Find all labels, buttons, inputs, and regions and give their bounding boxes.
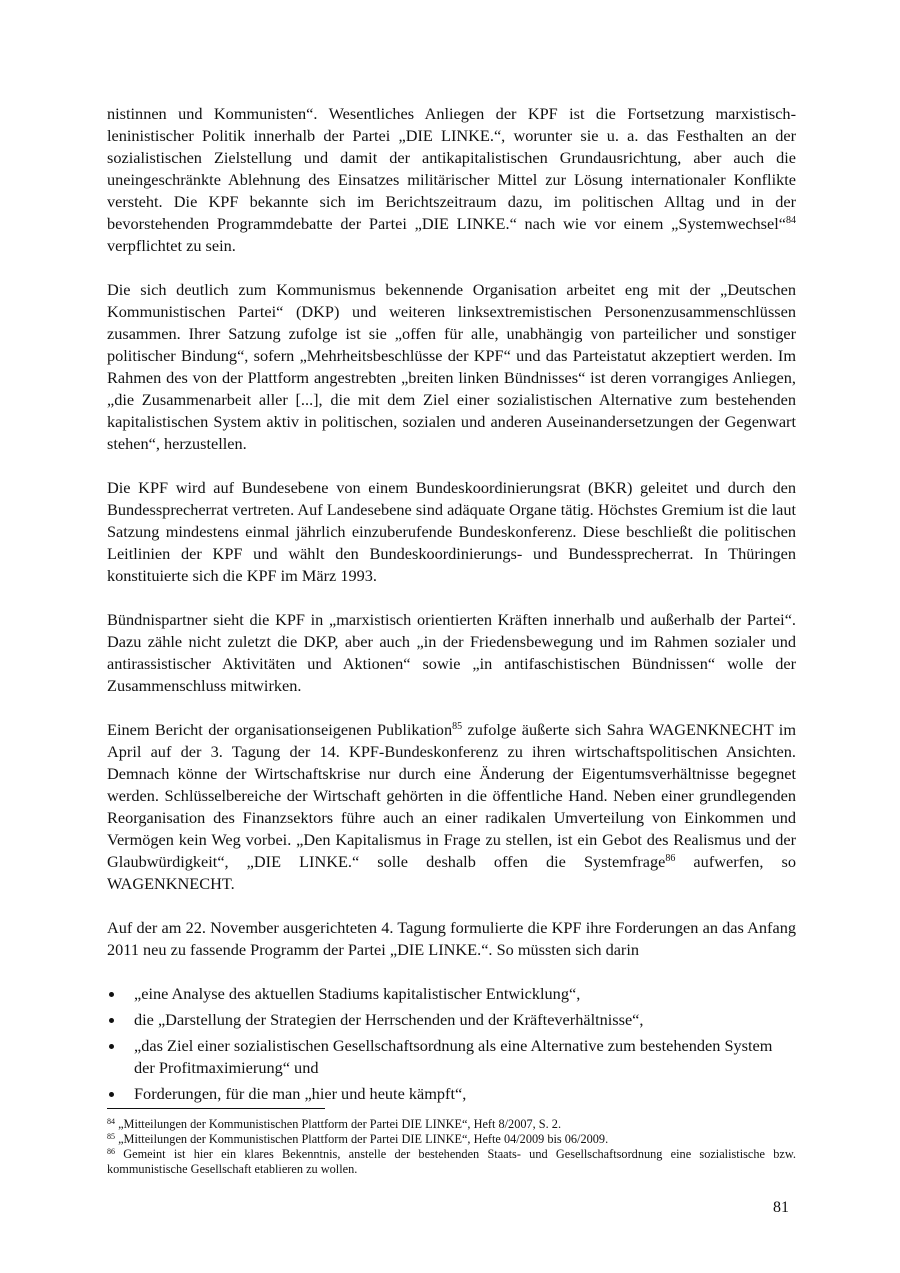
footnote-86: [107, 1147, 796, 1177]
bullet-icon: [109, 1092, 114, 1097]
bullet-icon: [109, 992, 114, 997]
bullet-icon: [109, 1044, 114, 1049]
paragraph-4: Bündnispartner sieht die KPF in „marxistisch orientierten Kräften innerhalb und außerhalb der Partei“. Dazu zähle nicht zuletzt die DKP, aber auch „in der Friedensbewegung und im Rahmen sozialer und antirassistischer Aktivitäten und Aktionen“ sowie „in antifaschistischen Bündnissen“ wolle der Zusammenschluss mitwirken.: [107, 610, 796, 695]
footnote-number: 86: [107, 1147, 115, 1156]
list-item-text: die „Darstellung der Strategien der Herrschenden und der Kräfteverhältnisse“,: [134, 1010, 644, 1029]
footnote-number: 85: [107, 1132, 115, 1141]
footnote-ref-84[interactable]: 84: [786, 215, 796, 226]
list-item: [107, 1083, 796, 1105]
paragraph-1-text-a: nistinnen und Kommunisten“. Wesentliches Anliegen der KPF ist die Fortsetzung marxistisch-leninistischer Politik innerhalb der Partei „DIE LINKE.“, worunter sie u. a. das Festhalten an der sozialistischen Zielstellung und damit der antikapitalistischen Grundausrichtung, aber auch die uneingeschränkte Ablehnung des Einsatzes militärischer Mittel zur Lösung internationaler Konflikte versteht. Die KPF bekannte sich im Berichtszeitraum dazu, im politischen Alltag und in der bevorstehenden Programmdebatte der Partei „DIE LINKE.“ nach wie vor einem „Systemwechsel“: [107, 104, 796, 233]
paragraph-3: Die KPF wird auf Bundesebene von einem Bundeskoordinierungsrat (BKR) geleitet und durch den Bundessprecherrat vertreten. Auf Landesebene sind adäquate Organe tätig. Höchstes Gremium ist die laut Satzung mindestens einmal jährlich einzuberufende Bundeskonferenz. Diese beschließt die politischen Leitlinien der KPF und wählt den Bundeskoordinierungs- und Bundessprecherrat. In Thüringen konstituierte sich die KPF im März 1993.: [107, 478, 796, 585]
paragraph-2: Die sich deutlich zum Kommunismus bekennende Organisation arbeitet eng mit der „Deutschen Kommunistischen Partei“ (DKP) und weiteren linksextremistischen Personenzusammenschlüssen zusammen. Ihrer Satzung zufolge ist sie „offen für alle, unabhängig von parteilicher und sonstiger politischer Bindung“, sofern „Mehrheitsbeschlüsse der KPF“ und das Parteistatut akzeptiert werden. Im Rahmen des von der Plattform angestrebten „breiten linken Bündnisses“ ist deren vorrangiges Anliegen, „die Zusammenarbeit aller [...], die mit dem Ziel einer sozialistischen Alternative zum bestehenden kapitalistischen System aktiv in politischen, sozialen und anderen Auseinandersetzungen der Gegenwart stehen“, herzustellen.: [107, 280, 796, 453]
paragraph-1: [107, 103, 796, 257]
list-item: [107, 1009, 796, 1031]
list-item: [107, 1035, 796, 1079]
bullet-list: [107, 983, 796, 1105]
footnote-text: „Mitteilungen der Kommunistischen Plattform der Partei DIE LINKE“, Heft 8/2007, S. 2.: [115, 1117, 562, 1131]
footnote-ref-86[interactable]: 86: [665, 853, 676, 864]
list-item-text: Forderungen, für die man „hier und heute kämpft“,: [134, 1084, 467, 1103]
paragraph-5-text-c: aufwerfen, so WAGENKNECHT.: [107, 852, 797, 893]
list-item: [107, 983, 796, 1005]
footnote-ref-85[interactable]: 85: [452, 721, 463, 732]
page-number: 81: [773, 1199, 789, 1216]
footnote-number: 84: [107, 1117, 115, 1126]
document-body: [107, 103, 796, 1109]
paragraph-5-text-b: zufolge äußerte sich Sahra WAGENKNECHT im April auf der 3. Tagung der 14. KPF-Bundeskonferenz zu ihren wirtschaftspolitischen Ansichten. Demnach könne der Wirtschaftskrise nur durch eine Änderung der Eigentumsverhältnisse begegnet werden. Schlüsselbereiche der Wirtschaft gehörten in die öffentliche Hand. Neben einer grundlegenden Reorganisation des Finanzsektors führe auch an einer radikalen Umverteilung von Einkommen und Vermögen kein Weg vorbei. „Den Kapitalismus in Frage zu stellen, ist ein Gebot des Realismus und der Glaubwürdigkeit“, „DIE LINKE.“ solle deshalb offen die Systemfrage: [107, 720, 796, 871]
paragraph-5: [107, 719, 796, 895]
footnote-text: Gemeint ist hier ein klares Bekenntnis, anstelle der bestehenden Staats- und Gesellschaftsordnung eine sozialistische bzw. kommunistische Gesellschaft etablieren zu wollen.: [107, 1147, 796, 1176]
paragraph-5-text-a: Einem Bericht der organisationseigenen Publikation: [107, 720, 453, 739]
list-item-text: „eine Analyse des aktuellen Stadiums kapitalistischer Entwicklung“,: [134, 984, 581, 1003]
footnote-84: [107, 1117, 796, 1132]
footnote-divider: [107, 1108, 325, 1109]
footnote-text: „Mitteilungen der Kommunistischen Plattform der Partei DIE LINKE“, Hefte 04/2009 bis 06/2009.: [115, 1132, 609, 1146]
list-item-text: „das Ziel einer sozialistischen Gesellschaftsordnung als eine Alternative zum bestehenden System der Profitmaximierung“ und: [134, 1036, 773, 1077]
paragraph-1-text-b: verpflichtet zu sein.: [107, 236, 236, 255]
footnotes: [107, 1108, 796, 1177]
bullet-icon: [109, 1018, 114, 1023]
footnote-85: [107, 1132, 796, 1147]
paragraph-6: Auf der am 22. November ausgerichteten 4. Tagung formulierte die KPF ihre Forderungen an das Anfang 2011 neu zu fassende Programm der Partei „DIE LINKE.“. So müssten sich darin: [107, 918, 796, 959]
